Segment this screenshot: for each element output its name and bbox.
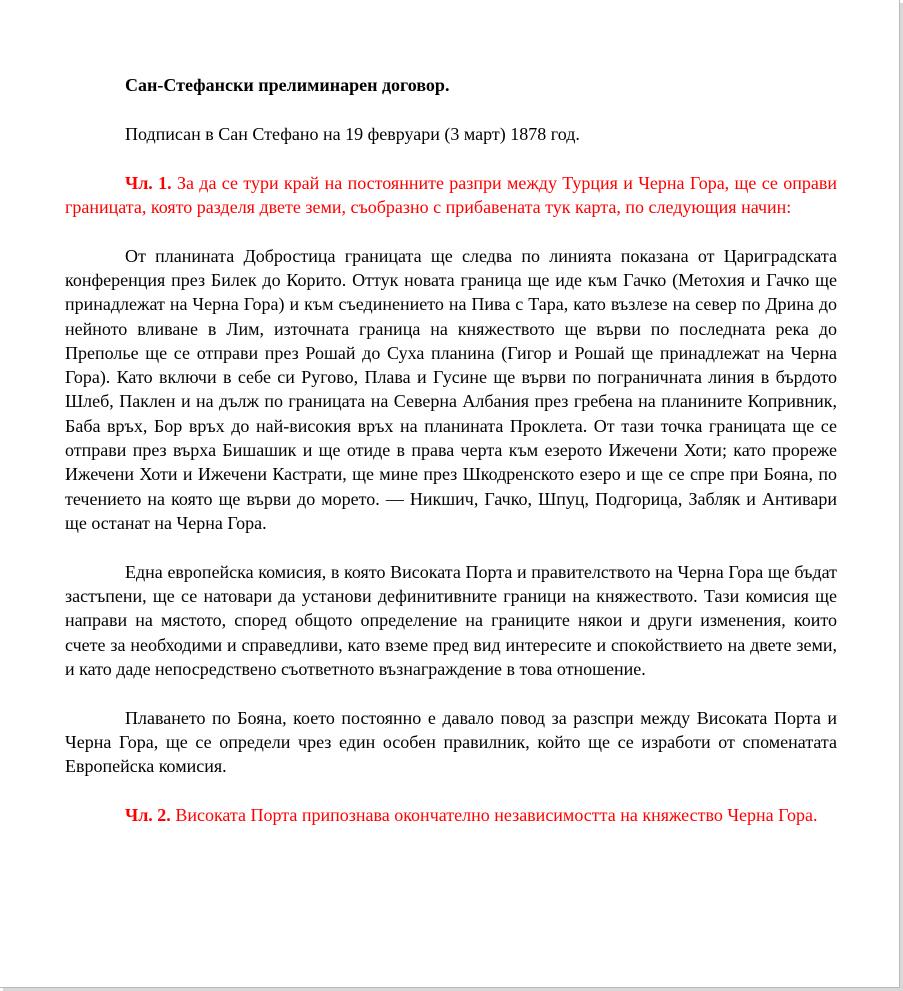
document-subtitle: Подписан в Сан Стефано на 19 февруари (3 март) 1878 год. (125, 123, 580, 144)
article-2 (65, 803, 837, 827)
article-2-label: Чл. 2. (125, 805, 171, 826)
paragraph-borders: От планината Добростица границата ще следва по линията показана от Цариградската конференция през Билек до Корито. Оттук новата граница ще иде към Гачко (Метохия и Гачко ще принадлежат на Черна Гора) и към съединението на Пива с Тара, като възлезе на север по Дрина до нейното вливане в Лим, източната граница на княжеството ще върви по последната река до Преполье ще се отправи през Рошай до Суха планина (Гигор и Рошай ще принадлежат на Черна Гора). Като включи в себе си Ругово, Плава и Гусине ще върви по пограничната линия в бърдото Шлеб, Паклен и на дълж по границата на Северна Албания през гребена на планините Копривник, Баба връх, Бор връх до най-високия връх на планината Проклета. От тази точка границата ще се отправи през върха Бишашик и ще отиде в права черта към езерото Ижечени Хоти; като прореже Ижечени Хоти и Ижечени Кастрати, ще мине през Шкодренското езеро и ще се спре при Бояна, по течението на която ще върви до морето. — Никшич, Гачко, Шпуц, Подгорица, Забляк и Антивари ще останат на Черна Гора. (65, 245, 837, 533)
paragraph-boyana: Плаването по Бояна, което постоянно е давало повод за разспри между Високата Порта и Черна Гора, ще се определи чрез един особен правилник, който ще се изработи от споменатата Европейска комисия. (65, 707, 837, 777)
article-1-text: За да се тури край на постоянните разпри между Турция и Черна Гора, ще се оправи границата, която разделя двете земи, съобразно с прибавената тук карта, по следующия начин: (65, 172, 837, 217)
paragraph-commission: Една европейска комисия, в която Високата Порта и правителството на Черна Гора ще бъдат застъпени, ще се натовари да установи дефинитивните граници на княжеството. Тази комисия ще направи на мястото, според общото определение на границите някои и други изменения, които счете за необходими и справедливи, като вземе пред вид интересите и спокойствието на двете земи, и като даде непосредствено съответното възнаграждение в това отношение. (65, 561, 837, 679)
article-1 (65, 171, 837, 220)
article-2-text: Високата Порта припознава окончателно независимостта на княжество Черна Гора. (170, 805, 818, 826)
document-body (65, 73, 837, 827)
document-title: Сан-Стефански прелиминарен договор. (125, 75, 450, 95)
article-1-label: Чл. 1. (125, 172, 172, 193)
